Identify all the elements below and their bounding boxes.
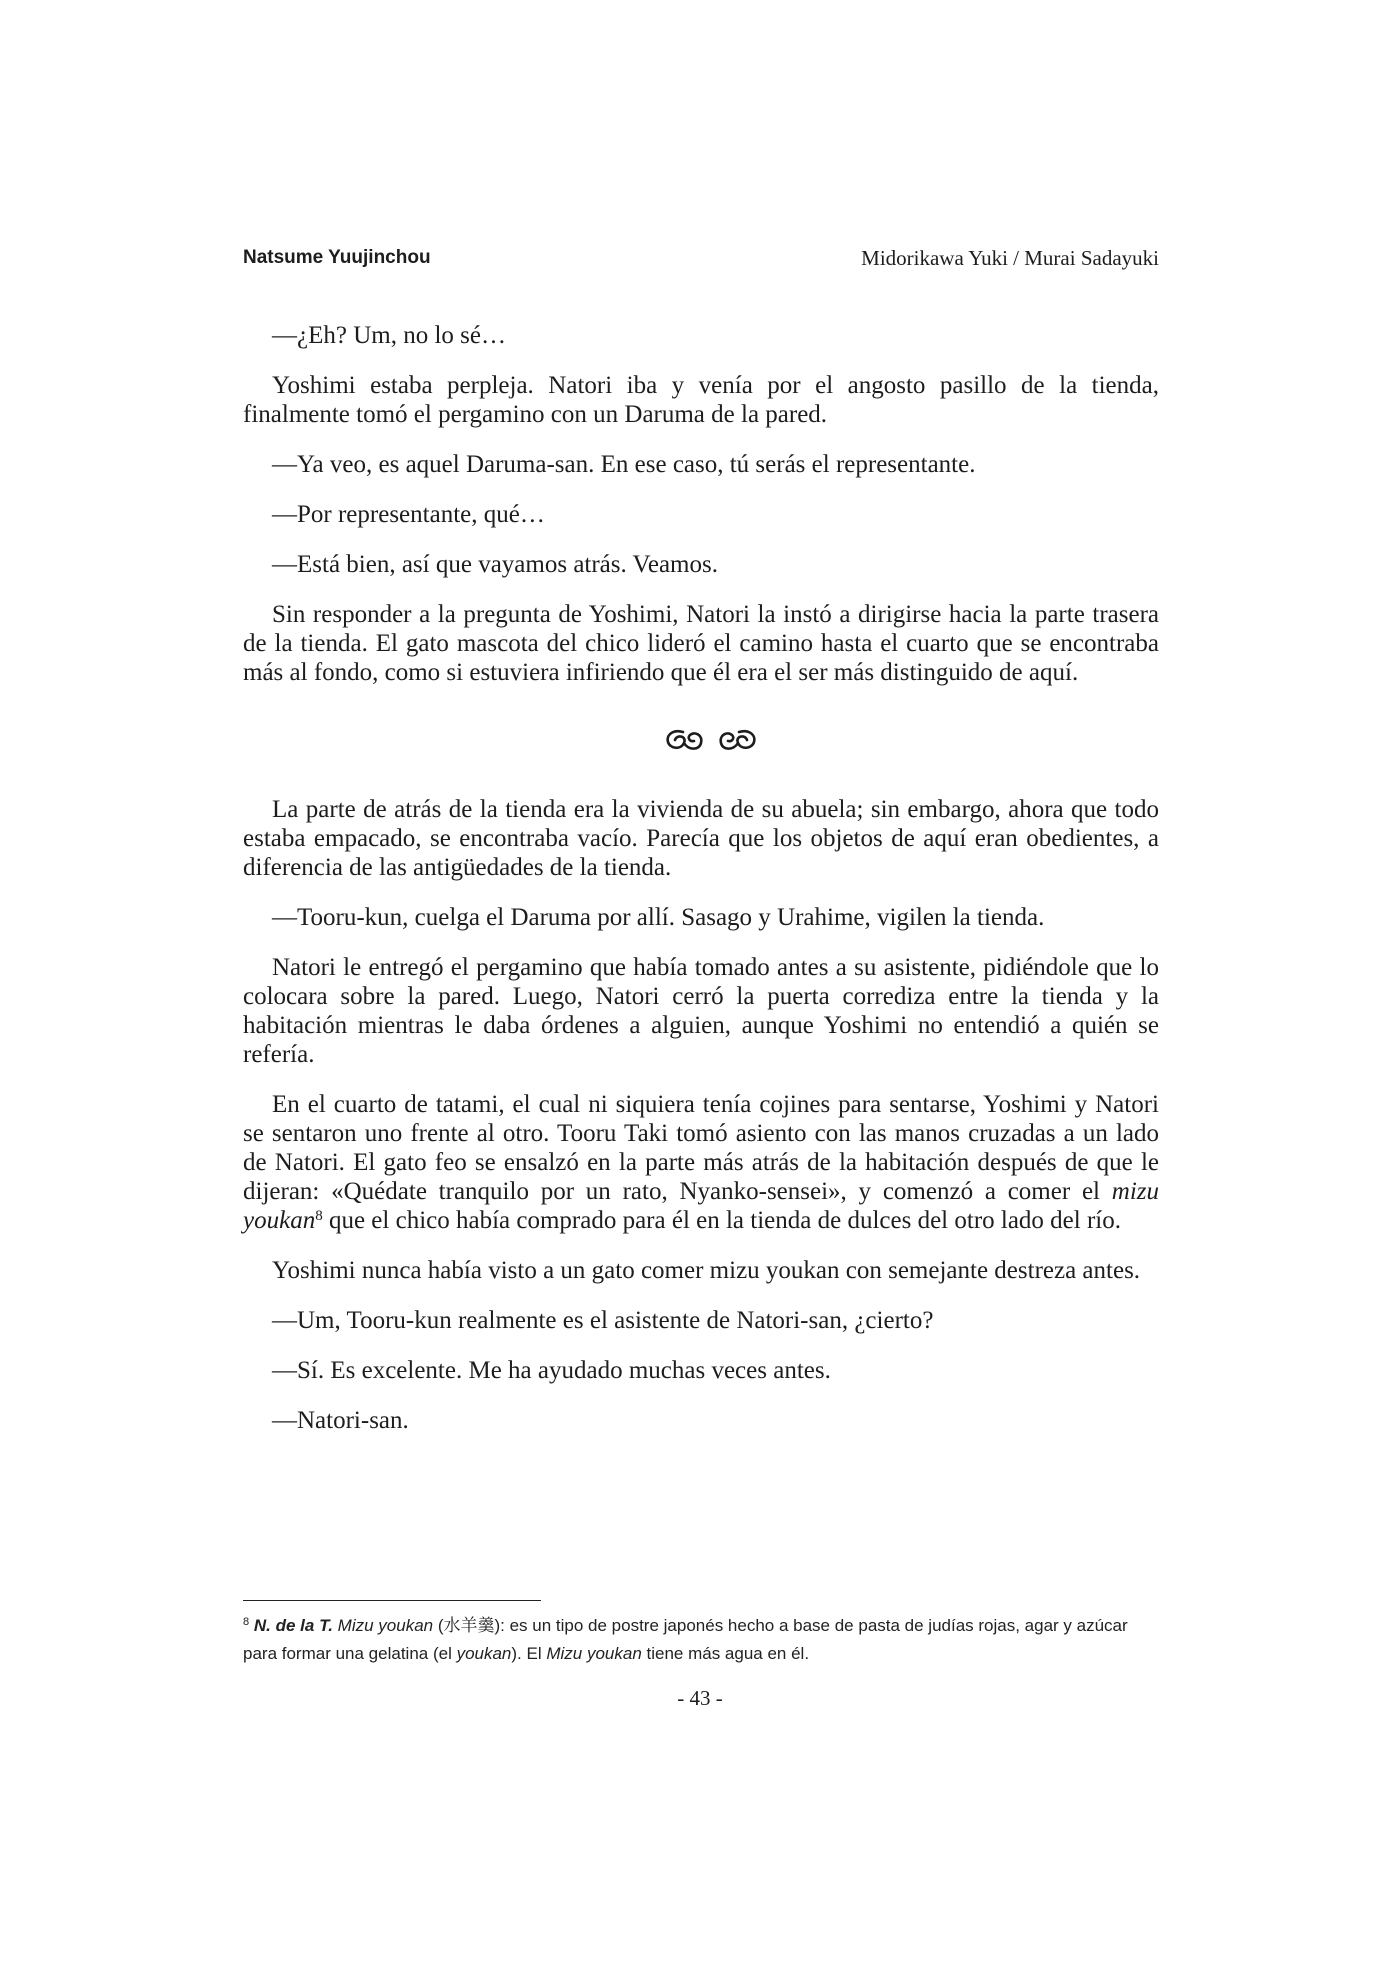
paragraph: Natori le entregó el pergamino que había tomado antes a su asistente, pidiéndole que lo colocara sobre la pared. Luego, Natori cerró la puerta corrediza entre la tienda y la habitación mientras le daba órdenes a alguien, aunque Yoshimi no entendió a quién se refería. xyxy=(243,954,1159,1068)
dialogue-line: —Sí. Es excelente. Me ha ayudado muchas veces antes. xyxy=(272,1357,831,1384)
body-text xyxy=(243,321,1159,1456)
footnote-text: tiene más agua en él. xyxy=(641,1644,810,1663)
paragraph-text: En el cuarto de tatami, el cual ni siquiera tenía cojines para sentarse, Yoshimi y Natori se sentaron uno frente al otro. Tooru Taki tomó asiento con las manos cruzadas a un lado de Natori. El gato feo se ensalzó en la parte más atrás de la habitación después de que le dijeran: «Quédate tranquilo por un rato, Nyanko-sensei», y comenzó a comer el xyxy=(243,1091,1159,1205)
paragraph-text: que el chico había comprado para él en la tienda de dulces del otro lado del río. xyxy=(328,1207,1121,1234)
dialogue-line: —Está bien, así que vayamos atrás. Veamos. xyxy=(272,551,718,578)
footnote-divider xyxy=(243,1600,541,1601)
footnote-term: youkan xyxy=(456,1644,512,1663)
italic-term: mizu youkan xyxy=(243,1178,1159,1234)
dialogue-line: —Tooru-kun, cuelga el Daruma por allí. Sasago y Urahime, vigilen la tienda. xyxy=(272,904,1045,931)
footnote-number: 8 xyxy=(243,1615,250,1628)
dialogue-line: —¿Eh? Um, no lo sé… xyxy=(272,322,506,349)
footnote-text: (水羊羹): es un tipo de postre japonés hecho a base de pasta de judías rojas, agar y azúcar para formar una gelatina (el xyxy=(243,1616,1128,1663)
scene-break xyxy=(243,708,1159,774)
running-header-title: Natsume Yuujinchou xyxy=(243,247,431,268)
dialogue-line: —Um, Tooru-kun realmente es el asistente de Natori-san, ¿cierto? xyxy=(272,1307,934,1334)
dialogue-line: —Ya veo, es aquel Daruma-san. En ese caso, tú serás el representante. xyxy=(272,451,976,478)
running-header-authors: Midorikawa Yuki / Murai Sadayuki xyxy=(861,246,1159,270)
dialogue-line: —Por representante, qué… xyxy=(272,501,545,528)
footnote-label: N. de la T. xyxy=(253,1616,333,1635)
footnote-reference: 8 xyxy=(315,1207,323,1224)
footnote-term: Mizu youkan xyxy=(337,1616,434,1635)
paragraph: Yoshimi nunca había visto a un gato comer mizu youkan con semejante destreza antes. xyxy=(272,1257,1141,1284)
footnote-text: ). El xyxy=(511,1644,547,1663)
paragraph: La parte de atrás de la tienda era la vivienda de su abuela; sin embargo, ahora que todo estaba empacado, se encontraba vacío. Parecía que los objetos de aquí eran obedientes, a diferencia de las antigüedades de la tienda. xyxy=(243,796,1159,881)
footnote-term: Mizu youkan xyxy=(546,1644,642,1663)
paragraph xyxy=(243,1090,1159,1235)
footnote xyxy=(243,1612,1159,1668)
paragraph: Sin responder a la pregunta de Yoshimi, Natori la instó a dirigirse hacia la parte trasera de la tienda. El gato mascota del chico lideró el camino hasta el cuarto que se encontraba más al fondo, como si estuviera infiriendo que él era el ser más distinguido de aquí. xyxy=(243,601,1159,686)
page-number: - 43 - xyxy=(677,1686,723,1710)
dialogue-line: —Natori-san. xyxy=(272,1407,409,1434)
paragraph: Yoshimi estaba perpleja. Natori iba y venía por el angosto pasillo de la tienda, finalmente tomó el pergamino con un Daruma de la pared. xyxy=(243,372,1159,428)
ornament-separator-icon xyxy=(663,726,759,756)
